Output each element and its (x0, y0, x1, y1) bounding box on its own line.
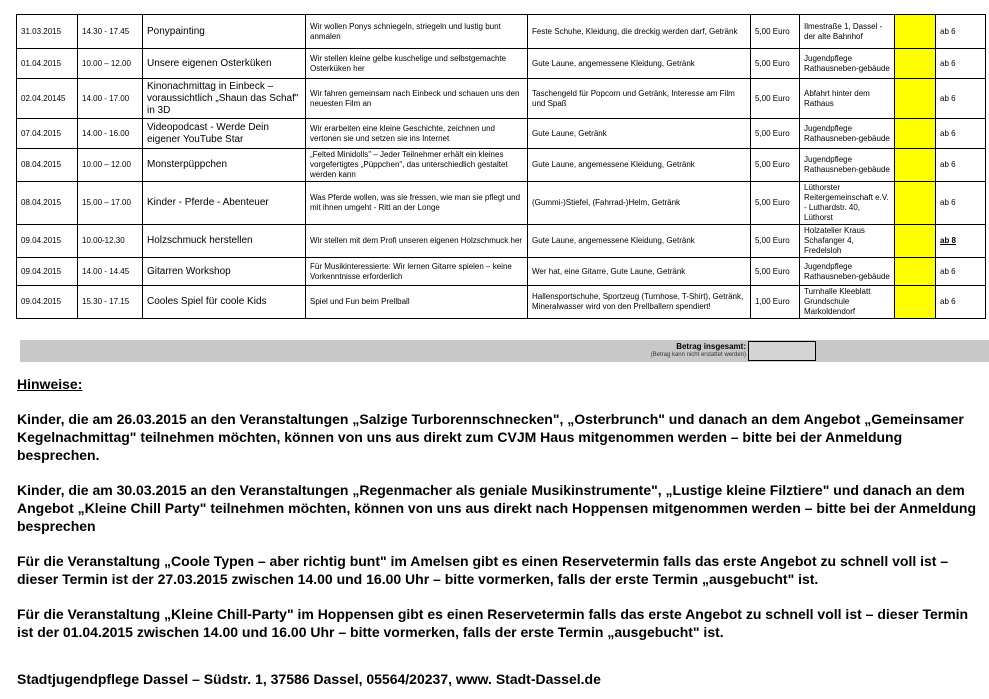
cell-time: 15.30 - 17.15 (78, 286, 143, 319)
table-row (17, 15, 986, 49)
cell-title: Holzschmuck herstellen (143, 225, 306, 258)
cell-location: Ilmestraße 1, Dassel - der alte Bahnhof (800, 15, 895, 49)
cell-items: Gute Laune, angemessene Kleidung, Getränk (528, 225, 751, 258)
cell-mark[interactable] (895, 15, 936, 49)
total-amount-field[interactable] (748, 341, 816, 361)
table-row (17, 286, 986, 319)
cell-location: Lüthorster Reitergemeinschaft e.V. - Luthardstr. 40, Lüthorst (800, 182, 895, 225)
cell-title: Monsterpüppchen (143, 149, 306, 182)
cell-age: ab 6 (936, 149, 986, 182)
cell-price: 5,00 Euro (751, 225, 800, 258)
cell-title: Kinonachmittag in Einbeck – voraussichtlich „Shaun das Schaf" in 3D (143, 79, 306, 119)
cell-items: (Gummi-)Stiefel, (Fahrrad-)Helm, Getränk (528, 182, 751, 225)
total-label: Betrag insgesamt: (Betrag kann nicht erstattet werden) (650, 342, 746, 358)
note-paragraph: Für die Veranstaltung „Kleine Chill-Party" im Hoppensen gibt es einen Reservetermin falls das erste Angebot zu schnell voll ist – dieser Termin ist der 01.04.2015 zwischen 14.00 und 16.00 Uhr – bitte vormerken, falls der erste Termin „ausgebucht" ist. (17, 606, 969, 640)
cell-price: 5,00 Euro (751, 258, 800, 286)
table-row (17, 149, 986, 182)
table-row (17, 225, 986, 258)
cell-description: Wir stellen kleine gelbe kuschelige und selbstgemachte Osterküken her (306, 49, 528, 79)
cell-age: ab 6 (936, 182, 986, 225)
cell-price: 5,00 Euro (751, 182, 800, 225)
cell-age: ab 6 (936, 49, 986, 79)
cell-description: Wir wollen Ponys schniegeln, striegeln und lustig bunt anmalen (306, 15, 528, 49)
cell-description: „Felted Minidolls" – Jeder Teilnehmer erhält ein kleines vorgefertigtes „Püppchen", das unterschiedlich gestaltet werden kann (306, 149, 528, 182)
cell-time: 15.00 – 17.00 (78, 182, 143, 225)
cell-age: ab 8 (936, 225, 986, 258)
cell-title: Cooles Spiel für coole Kids (143, 286, 306, 319)
cell-location: Jugendpflege Rathausneben-gebäude (800, 119, 895, 149)
cell-title: Gitarren Workshop (143, 258, 306, 286)
cell-time: 14.30 - 17.45 (78, 15, 143, 49)
cell-items: Gute Laune, angemessene Kleidung, Getränk (528, 149, 751, 182)
note-paragraph: Kinder, die am 30.03.2015 an den Veranstaltungen „Regenmacher als geniale Musikinstrumente", „Lustige kleine Filztiere" und danach an dem Angebot „Kleine Chill Party" teilnehmen möchten, können von uns aus direkt nach Hoppensen mitgenommen werden – bitte bei der Anmeldung besprechen (17, 482, 977, 534)
cell-date: 09.04.2015 (17, 225, 78, 258)
footer-contact: Stadtjugendpflege Dassel – Südstr. 1, 37586 Dassel, 05564/20237, www. Stadt-Dassel.de (17, 671, 601, 687)
cell-date: 08.04.2015 (17, 149, 78, 182)
notes-heading: Hinweise: (17, 376, 83, 392)
cell-date: 07.04.2015 (17, 119, 78, 149)
note-paragraph: Kinder, die am 26.03.2015 an den Veranstaltungen „Salzige Turborennschnecken", „Osterbrunch" und danach an dem Angebot „Gemeinsamer Kegelnachmittag" teilnehmen möchten, können von uns aus direkt zum CVJM Haus mitgenommen werden – bitte bei der Anmeldung besprechen. (17, 411, 964, 463)
cell-mark[interactable] (895, 286, 936, 319)
cell-location: Jugendpflege Rathausneben-gebäude (800, 149, 895, 182)
cell-location: Holzatelier Kraus Schafanger 4, Fredelsloh (800, 225, 895, 258)
cell-date: 09.04.2015 (17, 258, 78, 286)
cell-items: Gute Laune, Getränk (528, 119, 751, 149)
cell-mark[interactable] (895, 149, 936, 182)
cell-items: Hallensportschuhe, Sportzeug (Turnhose, T-Shirt), Getränk, Mineralwasser wird von den Prellballern spendiert! (528, 286, 751, 319)
cell-description: Wir fahren gemeinsam nach Einbeck und schauen uns den neuesten Film an (306, 79, 528, 119)
cell-time: 14.00 - 14.45 (78, 258, 143, 286)
cell-mark[interactable] (895, 79, 936, 119)
cell-price: 1,00 Euro (751, 286, 800, 319)
cell-age: ab 6 (936, 15, 986, 49)
cell-mark[interactable] (895, 258, 936, 286)
cell-mark[interactable] (895, 182, 936, 225)
cell-price: 5,00 Euro (751, 15, 800, 49)
cell-location: Abfahrt hinter dem Rathaus (800, 79, 895, 119)
cell-items: Feste Schuhe, Kleidung, die dreckig werden darf, Getränk (528, 15, 751, 49)
cell-age: ab 6 (936, 79, 986, 119)
note-paragraph: Für die Veranstaltung „Coole Typen – aber richtig bunt" im Amelsen gibt es einen Reservetermin falls das erste Angebot zu schnell voll ist – dieser Termin ist der 27.03.2015 zwischen 14.00 und 16.00 Uhr – bitte vormerken, falls der erste Termin „ausgebucht" ist. (17, 553, 949, 587)
cell-time: 10.00 – 12.00 (78, 149, 143, 182)
cell-description: Was Pferde wollen, was sie fressen, wie man sie pflegt und mit ihnen umgeht - Ritt an der Longe (306, 182, 528, 225)
cell-date: 31.03.2015 (17, 15, 78, 49)
cell-title: Videopodcast - Werde Dein eigener YouTube Star (143, 119, 306, 149)
cell-items: Taschengeld für Popcorn und Getränk, Interesse am Film und Spaß (528, 79, 751, 119)
cell-description: Wir erarbeiten eine kleine Geschichte, zeichnen und vertonen sie und setzen sie ins Internet (306, 119, 528, 149)
table-row (17, 182, 986, 225)
table-row (17, 258, 986, 286)
cell-description: Spiel und Fun beim Prellball (306, 286, 528, 319)
cell-items: Wer hat, eine Gitarre, Gute Laune, Getränk (528, 258, 751, 286)
cell-title: Ponypainting (143, 15, 306, 49)
cell-price: 5,00 Euro (751, 149, 800, 182)
cell-date: 09.04.2015 (17, 286, 78, 319)
cell-age: ab 6 (936, 286, 986, 319)
notes-section (17, 375, 982, 658)
table-row (17, 49, 986, 79)
cell-date: 01.04.2015 (17, 49, 78, 79)
cell-price: 5,00 Euro (751, 119, 800, 149)
table-row (17, 79, 986, 119)
cell-location: Jugendpflege Rathausneben-gebäude (800, 49, 895, 79)
cell-mark[interactable] (895, 225, 936, 258)
cell-price: 5,00 Euro (751, 79, 800, 119)
cell-date: 08.04.2015 (17, 182, 78, 225)
cell-title: Unsere eigenen Osterküken (143, 49, 306, 79)
cell-age: ab 6 (936, 258, 986, 286)
cell-description: Für Musikinteressierte: Wir lernen Gitarre spielen – keine Vorkenntnisse erforderlich (306, 258, 528, 286)
cell-time: 10.00-12.30 (78, 225, 143, 258)
cell-price: 5,00 Euro (751, 49, 800, 79)
cell-mark[interactable] (895, 49, 936, 79)
cell-time: 14.00 - 17.00 (78, 79, 143, 119)
cell-title: Kinder - Pferde - Abenteuer (143, 182, 306, 225)
cell-location: Turnhalle Kleeblatt Grundschule Markoldendorf (800, 286, 895, 319)
cell-date: 02.04.20145 (17, 79, 78, 119)
cell-age: ab 6 (936, 119, 986, 149)
cell-mark[interactable] (895, 119, 936, 149)
cell-time: 14.00 - 16.00 (78, 119, 143, 149)
cell-items: Gute Laune, angemessene Kleidung, Getränk (528, 49, 751, 79)
program-table (16, 14, 986, 319)
cell-description: Wir stellen mit dem Profi unseren eigenen Holzschmuck her (306, 225, 528, 258)
total-bar (20, 340, 989, 362)
table-row (17, 119, 986, 149)
cell-time: 10.00 – 12.00 (78, 49, 143, 79)
cell-location: Jugendpflege Rathausneben-gebäude (800, 258, 895, 286)
